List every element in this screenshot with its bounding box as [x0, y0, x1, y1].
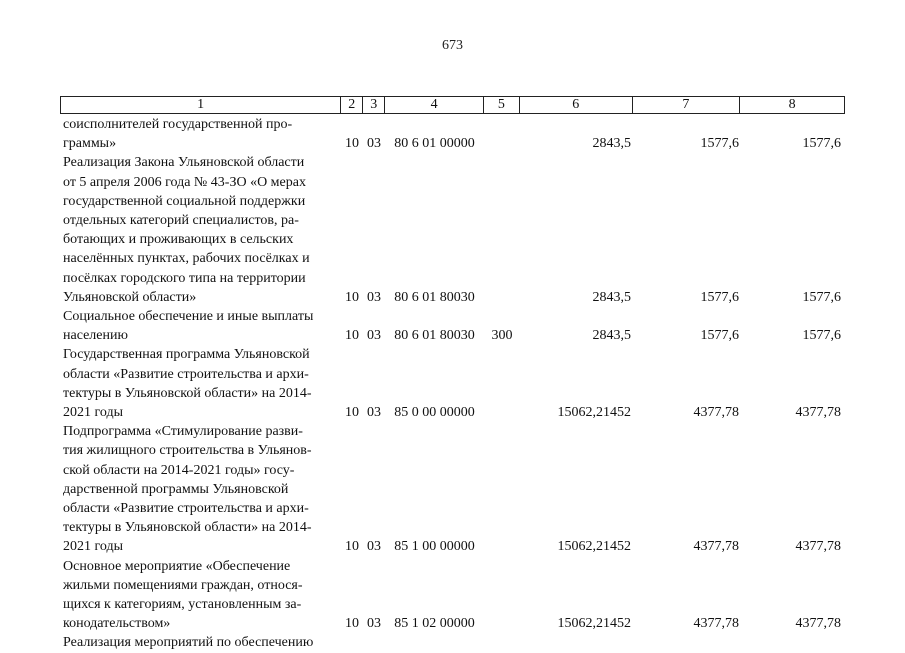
row-pr: 03: [367, 405, 381, 421]
row-name-line: населению: [63, 328, 128, 344]
row-name-line: щихся к категориям, установленным за-: [63, 597, 302, 613]
header-col-5: 5: [484, 97, 520, 113]
row-vr: 300: [491, 328, 513, 344]
row-cs: 80 6 01 80030: [394, 328, 475, 344]
table-row: [60, 422, 845, 556]
row-name-line: ской области на 2014-2021 годы» госу-: [63, 462, 295, 478]
row-amount-2: 1577,6: [700, 136, 739, 152]
row-cs: 80 6 01 80030: [394, 289, 475, 305]
header-col-3: 3: [363, 97, 385, 113]
row-pr: 03: [367, 136, 381, 152]
header-col-4: 4: [385, 97, 484, 113]
header-col-1: 1: [61, 97, 341, 113]
row-name-line: Основное мероприятие «Обеспечение: [63, 558, 291, 574]
table-row: [60, 153, 845, 307]
header-col-7: 7: [633, 97, 741, 113]
row-amount-2: 4377,78: [693, 405, 739, 421]
row-rz: 10: [345, 289, 359, 305]
page-number: 673: [442, 38, 463, 53]
row-amount-1: 15062,21452: [557, 405, 631, 421]
row-amount-3: 1577,6: [802, 328, 841, 344]
row-name-line: тия жилищного строительства в Ульянов-: [63, 443, 312, 459]
row-name-line: жильми помещениями граждан, относя-: [63, 577, 303, 593]
row-rz: 10: [345, 616, 359, 632]
row-name-line: отдельных категорий специалистов, ра-: [63, 213, 299, 229]
row-rz: 10: [345, 539, 359, 555]
row-name-line: соисполнителей государственной про-: [63, 117, 293, 132]
row-amount-1: 2843,5: [592, 328, 631, 344]
row-name: [60, 153, 341, 307]
row-name: [60, 115, 341, 153]
row-name-line: 2021 годы: [63, 405, 124, 421]
row-amount-2: 1577,6: [700, 328, 739, 344]
table-row: [60, 307, 845, 345]
row-amount-3: 1577,6: [802, 289, 841, 305]
row-rz: 10: [345, 328, 359, 344]
row-amount-3: 4377,78: [795, 405, 841, 421]
row-pr: 03: [367, 289, 381, 305]
table-row: [60, 345, 845, 422]
row-name-line: тектуры в Ульяновской области» на 2014-: [63, 520, 312, 536]
row-name: [60, 307, 341, 345]
row-name: [60, 422, 341, 556]
row-amount-1: 15062,21452: [557, 539, 631, 555]
header-col-6: 6: [520, 97, 633, 113]
header-col-8: 8: [788, 97, 796, 112]
row-amount-3: 1577,6: [802, 136, 841, 152]
row-amount-2: 4377,78: [693, 616, 739, 632]
row-name-line: области «Развитие строительства и архи-: [63, 501, 309, 517]
row-name-line: ботающих и проживающих в сельских: [63, 232, 294, 248]
row-amount-2: 1577,6: [700, 289, 739, 305]
row-name: [60, 633, 341, 652]
row-name-line: Подпрограмма «Стимулирование разви-: [63, 424, 303, 440]
row-name-line: Государственная программа Ульяновской: [63, 347, 310, 363]
row-name-line: дарственной программы Ульяновской: [63, 481, 289, 497]
row-amount-3: 4377,78: [795, 539, 841, 555]
row-name-line: граммы»: [63, 136, 117, 152]
row-cs: 85 0 00 00000: [394, 405, 475, 421]
row-name: [60, 557, 341, 634]
table-row: [60, 557, 845, 634]
row-name-line: тектуры в Ульяновской области» на 2014-: [63, 385, 312, 401]
row-name-line: Ульяновской области»: [63, 289, 197, 305]
row-name-line: посёлках городского типа на территории: [63, 270, 306, 286]
row-amount-1: 2843,5: [592, 136, 631, 152]
table-row: [60, 633, 845, 652]
row-cs: 80 6 01 00000: [394, 136, 475, 152]
row-rz: 10: [345, 405, 359, 421]
row-rz: 10: [345, 136, 359, 152]
row-name-line: Реализация Закона Ульяновской области: [63, 155, 305, 171]
table-body: [60, 115, 845, 653]
row-amount-1: 15062,21452: [557, 616, 631, 632]
row-name-line: населённых пунктах, рабочих посёлках и: [63, 251, 310, 267]
row-name-line: области «Развитие строительства и архи-: [63, 366, 309, 382]
row-amount-2: 4377,78: [693, 539, 739, 555]
row-cs: 85 1 02 00000: [394, 616, 475, 632]
table-row: [60, 115, 845, 153]
row-pr: 03: [367, 539, 381, 555]
row-name: [60, 345, 341, 422]
header-col-2: 2: [341, 97, 363, 113]
row-pr: 03: [367, 328, 381, 344]
row-name-line: конодательством»: [63, 616, 171, 632]
row-amount-3: 4377,78: [795, 616, 841, 632]
row-name-line: государственной социальной поддержки: [63, 193, 306, 209]
table-header: [60, 96, 845, 114]
row-pr: 03: [367, 616, 381, 632]
row-name-line: Реализация мероприятий по обеспечению: [63, 635, 314, 651]
row-amount-1: 2843,5: [592, 289, 631, 305]
row-cs: 85 1 00 00000: [394, 539, 475, 555]
row-name-line: от 5 апреля 2006 года № 43-ЗО «О мерах: [63, 174, 306, 190]
row-name-line: 2021 годы: [63, 539, 124, 555]
row-name-line: Социальное обеспечение и иные выплаты: [63, 309, 314, 325]
